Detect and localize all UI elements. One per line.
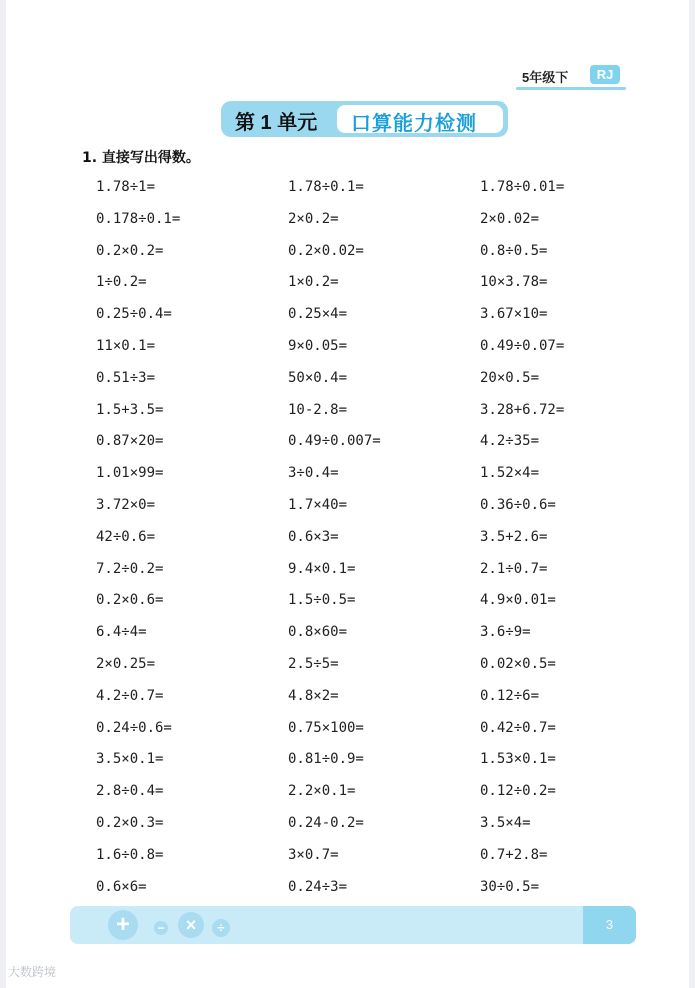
plus-icon: + xyxy=(108,910,138,940)
arithmetic-problem: 4.2÷35= xyxy=(480,433,540,450)
times-icon: × xyxy=(178,912,204,938)
arithmetic-problem: 7.2÷0.2= xyxy=(96,560,164,577)
arithmetic-problem: 0.42÷0.7= xyxy=(480,719,556,736)
divide-icon: ÷ xyxy=(212,919,230,937)
page-number: 3 xyxy=(583,906,636,944)
watermark: 大数跨境 xyxy=(8,965,57,979)
arithmetic-problem: 1.5÷0.5= xyxy=(288,592,356,609)
arithmetic-problem: 1.78÷0.1= xyxy=(288,179,364,195)
arithmetic-problem: 2.5÷5= xyxy=(288,655,339,672)
grade-label: 5年级下 xyxy=(522,70,569,85)
unit-name: 口算能力检测 xyxy=(351,113,477,135)
worksheet-page xyxy=(6,0,689,988)
arithmetic-problem: 0.49÷0.07= xyxy=(480,337,565,354)
question-heading: 1. 直接写出得数。 xyxy=(82,150,200,166)
arithmetic-problem: 0.8×60= xyxy=(288,624,348,641)
arithmetic-problem: 1.01×99= xyxy=(96,465,164,482)
arithmetic-problem: 0.51÷3= xyxy=(96,369,156,386)
arithmetic-problem: 0.6×3= xyxy=(288,528,339,545)
arithmetic-problem: 3.5+2.6= xyxy=(480,528,548,545)
arithmetic-problem: 1.7×40= xyxy=(288,496,348,513)
arithmetic-problem: 30÷0.5= xyxy=(480,878,540,895)
arithmetic-problem: 0.6×6= xyxy=(96,878,147,895)
arithmetic-problem: 0.25÷0.4= xyxy=(96,306,172,323)
arithmetic-problem: 2×0.02= xyxy=(480,210,540,227)
header-underline xyxy=(516,87,626,90)
arithmetic-problem: 3.28+6.72= xyxy=(480,401,565,418)
grade-tag xyxy=(516,62,626,90)
page-footer xyxy=(70,906,636,944)
arithmetic-problem: 42÷0.6= xyxy=(96,528,156,545)
minus-icon: − xyxy=(154,921,168,935)
arithmetic-problem: 2.8÷0.4= xyxy=(96,783,164,800)
arithmetic-problem: 6.4÷4= xyxy=(96,624,147,641)
arithmetic-problem: 3.6÷9= xyxy=(480,624,531,641)
arithmetic-problem: 4.2÷0.7= xyxy=(96,687,164,704)
arithmetic-problem: 0.2×0.02= xyxy=(288,242,364,259)
unit-name-box xyxy=(337,105,503,133)
arithmetic-problem: 3.5×4= xyxy=(480,814,531,831)
arithmetic-problem: 0.2×0.3= xyxy=(96,814,164,831)
arithmetic-problem: 20×0.5= xyxy=(480,369,540,386)
arithmetic-problem: 1÷0.2= xyxy=(96,274,147,291)
arithmetic-problem: 50×0.4= xyxy=(288,369,348,386)
arithmetic-problem: 10-2.8= xyxy=(288,401,348,418)
arithmetic-problem: 2.1÷0.7= xyxy=(480,560,548,577)
arithmetic-problem: 9.4×0.1= xyxy=(288,560,356,577)
arithmetic-problem: 10×3.78= xyxy=(480,274,548,291)
arithmetic-problem: 3.67×10= xyxy=(480,306,548,323)
arithmetic-problem: 0.75×100= xyxy=(288,719,364,736)
edition-badge: RJ xyxy=(590,65,620,84)
arithmetic-problem: 3.5×0.1= xyxy=(96,751,164,768)
arithmetic-problem: 1.78÷1= xyxy=(96,179,156,195)
arithmetic-problem: 0.87×20= xyxy=(96,433,164,450)
problem-grid xyxy=(96,172,656,903)
arithmetic-problem: 0.25×4= xyxy=(288,306,348,323)
arithmetic-problem: 2.2×0.1= xyxy=(288,783,356,800)
unit-title-banner xyxy=(221,101,508,137)
arithmetic-problem: 9×0.05= xyxy=(288,337,348,354)
arithmetic-problem: 0.36÷0.6= xyxy=(480,496,556,513)
arithmetic-problem: 3×0.7= xyxy=(288,846,339,863)
arithmetic-problem: 0.49÷0.007= xyxy=(288,433,381,450)
arithmetic-problem: 3.72×0= xyxy=(96,496,156,513)
unit-number: 第 1 单元 xyxy=(235,112,318,134)
arithmetic-problem: 0.2×0.2= xyxy=(96,242,164,259)
arithmetic-problem: 0.178÷0.1= xyxy=(96,210,181,227)
arithmetic-problem: 0.24÷0.6= xyxy=(96,719,172,736)
arithmetic-problem: 0.12÷6= xyxy=(480,687,540,704)
title-decoration-dot xyxy=(211,117,216,122)
arithmetic-problem: 2×0.2= xyxy=(288,210,339,227)
arithmetic-problem: 4.9×0.01= xyxy=(480,592,556,609)
arithmetic-problem: 3÷0.4= xyxy=(288,465,339,482)
arithmetic-problem: 4.8×2= xyxy=(288,687,339,704)
arithmetic-problem: 0.8÷0.5= xyxy=(480,242,548,259)
arithmetic-problem: 1.52×4= xyxy=(480,465,540,482)
arithmetic-problem: 0.81÷0.9= xyxy=(288,751,364,768)
arithmetic-problem: 11×0.1= xyxy=(96,337,156,354)
arithmetic-problem: 2×0.25= xyxy=(96,655,156,672)
arithmetic-problem: 0.2×0.6= xyxy=(96,592,164,609)
arithmetic-problem: 0.7+2.8= xyxy=(480,846,548,863)
arithmetic-problem: 0.02×0.5= xyxy=(480,655,556,672)
arithmetic-problem: 1×0.2= xyxy=(288,274,339,291)
arithmetic-problem: 1.6÷0.8= xyxy=(96,846,164,863)
arithmetic-problem: 1.78÷0.01= xyxy=(480,179,565,195)
arithmetic-problem: 1.5+3.5= xyxy=(96,401,164,418)
arithmetic-problem: 1.53×0.1= xyxy=(480,751,556,768)
arithmetic-problem: 0.24÷3= xyxy=(288,878,348,895)
arithmetic-problem: 0.12÷0.2= xyxy=(480,783,556,800)
arithmetic-problem: 0.24-0.2= xyxy=(288,814,364,831)
